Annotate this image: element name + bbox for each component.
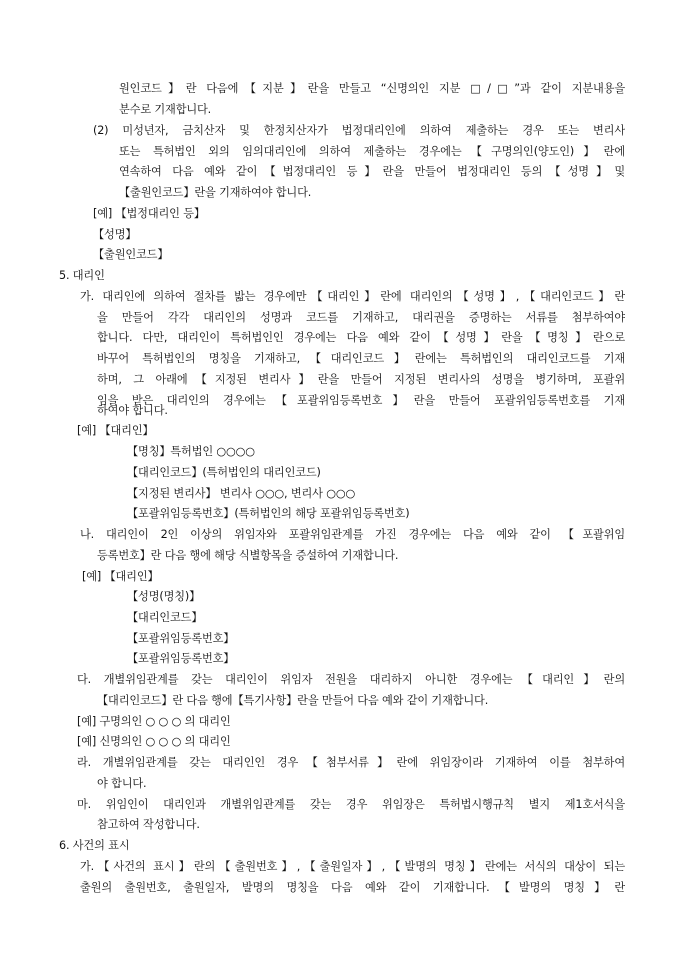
text-line-9: 【출원인코드】 [93,248,169,261]
text-line-7: [예] 【법정대리인 등】 [93,207,205,220]
text-line-37: 참고하여 작성합니다. [97,818,200,831]
text-line-13: 합니다. 다만, 대리인이 특허법인인 경우에는 다음 예와 같이【성명】란을【명칭】란으로 [97,331,625,344]
text-line-34: 라. 개별위임관계를 갖는 대리인인 경우【첨부서류】란에 위임장이라 기재하여 이를 첨부하여 [77,756,625,769]
text-line-22: 【포괄위임등록번호】(특허법인의 해당 포괄위임등록번호) [127,507,410,520]
text-line-1: 원인코드】란 다음에【지분】란을 만들고 “신명의인 지분 □/□”과 같이 지분내용을 [119,82,625,95]
text-line-6: 【출원인코드】란을 기재하여야 합니다. [119,186,312,199]
text-line-31: 【대리인코드】란 다음 행에【특기사항】란을 만들어 다음 예와 같이 기재합니다. [97,694,489,707]
text-line-12: 을 만들어 각각 대리인의 성명과 코드를 기재하고, 대리권을 증명하는 서류를 첨부하여야 [97,311,625,324]
text-line-39: 가.【사건의 표시】란의【출원번호】,【출원일자】,【발명의 명칭】란에는 서식의 대상이 되는 [80,860,625,873]
text-line-20: 【대리인코드】(특허법인의 대리인코드) [127,466,321,479]
text-line-2: 분수로 기재합니다. [119,103,212,116]
text-line-40: 출원의 출원번호, 출원일자, 발명의 명칭을 다음 예와 같이 기재합니다.【발명의 명칭】란 [80,881,625,894]
text-line-8: 【성명】 [93,228,137,241]
text-line-16: 임을 받은 대리인의 경우에는【포괄위임등록번호】란을 만들어 포괄위임등록번호를 기재 [97,394,625,407]
text-line-29: 【포괄위임등록번호】 [127,652,235,665]
text-line-23: 나. 대리인이 2인 이상의 위임자와 포괄위임관계를 가진 경우에는 다음 예와 같이 【포괄위임 [80,528,625,541]
text-line-15: 하며, 그 아래에【지정된 변리사】란을 만들어 지정된 변리사의 성명을 병기하며, 포괄위 [97,373,625,386]
text-line-25: [예] 【대리인】 [82,570,159,583]
text-line-3: (2) 미성년자, 금치산자 및 한정치산자가 법정대리인에 의하여 제출하는 경우 또는 변리사 [93,124,625,137]
text-line-27: 【대리인코드】 [127,611,203,624]
text-line-11: 가. 대리인에 의하여 절차를 밟는 경우에만【대리인】란에 대리인의【성명】,【대리인코드】란 [80,290,625,303]
text-line-30: 다. 개별위임관계를 갖는 대리인이 위임자 전원을 대리하지 아니한 경우에는【대리인】란의 [77,673,625,686]
text-line-33: [예] 신명의인 ○ ○ ○ 의 대리인 [77,735,231,748]
text-line-21: 【지정된 변리사】 변리사 ○○○, 변리사 ○○○ [127,487,356,500]
text-line-5: 연속하여 다음 예와 같이【법정대리인 등】란을 만들어 법정대리인 등의【성명】및 [119,165,625,178]
text-line-14: 바꾸어 특허법인의 명칭을 기재하고,【대리인코드】란에는 특허법인의 대리인코드를 기재 [97,352,625,365]
text-line-18: [예] 【대리인】 [77,424,154,437]
section-heading-6: 6. 사건의 표시 [59,839,130,852]
text-line-24: 등록번호】란 다음 행에 해당 식별항목을 증설하여 기재합니다. [97,549,399,562]
section-heading-5: 5. 대리인 [59,269,105,282]
text-line-17: 하여야 합니다. [97,404,168,417]
text-line-35: 야 합니다. [97,777,147,790]
text-line-4: 또는 특허법인 외의 임의대리인에 의하여 제출하는 경우에는【구명의인(양도인)】란에 [119,145,625,158]
text-line-32: [예] 구명의인 ○ ○ ○ 의 대리인 [77,715,231,728]
text-line-26: 【성명(명칭)】 [127,590,201,603]
text-line-19: 【명칭】특허법인 ○○○○ [127,445,255,458]
text-line-36: 마. 위임인이 대리인과 개별위임관계를 갖는 경우 위임장은 특허법시행규칙 별지 제1호서식을 [77,798,625,811]
text-line-28: 【포괄위임등록번호】 [127,632,235,645]
